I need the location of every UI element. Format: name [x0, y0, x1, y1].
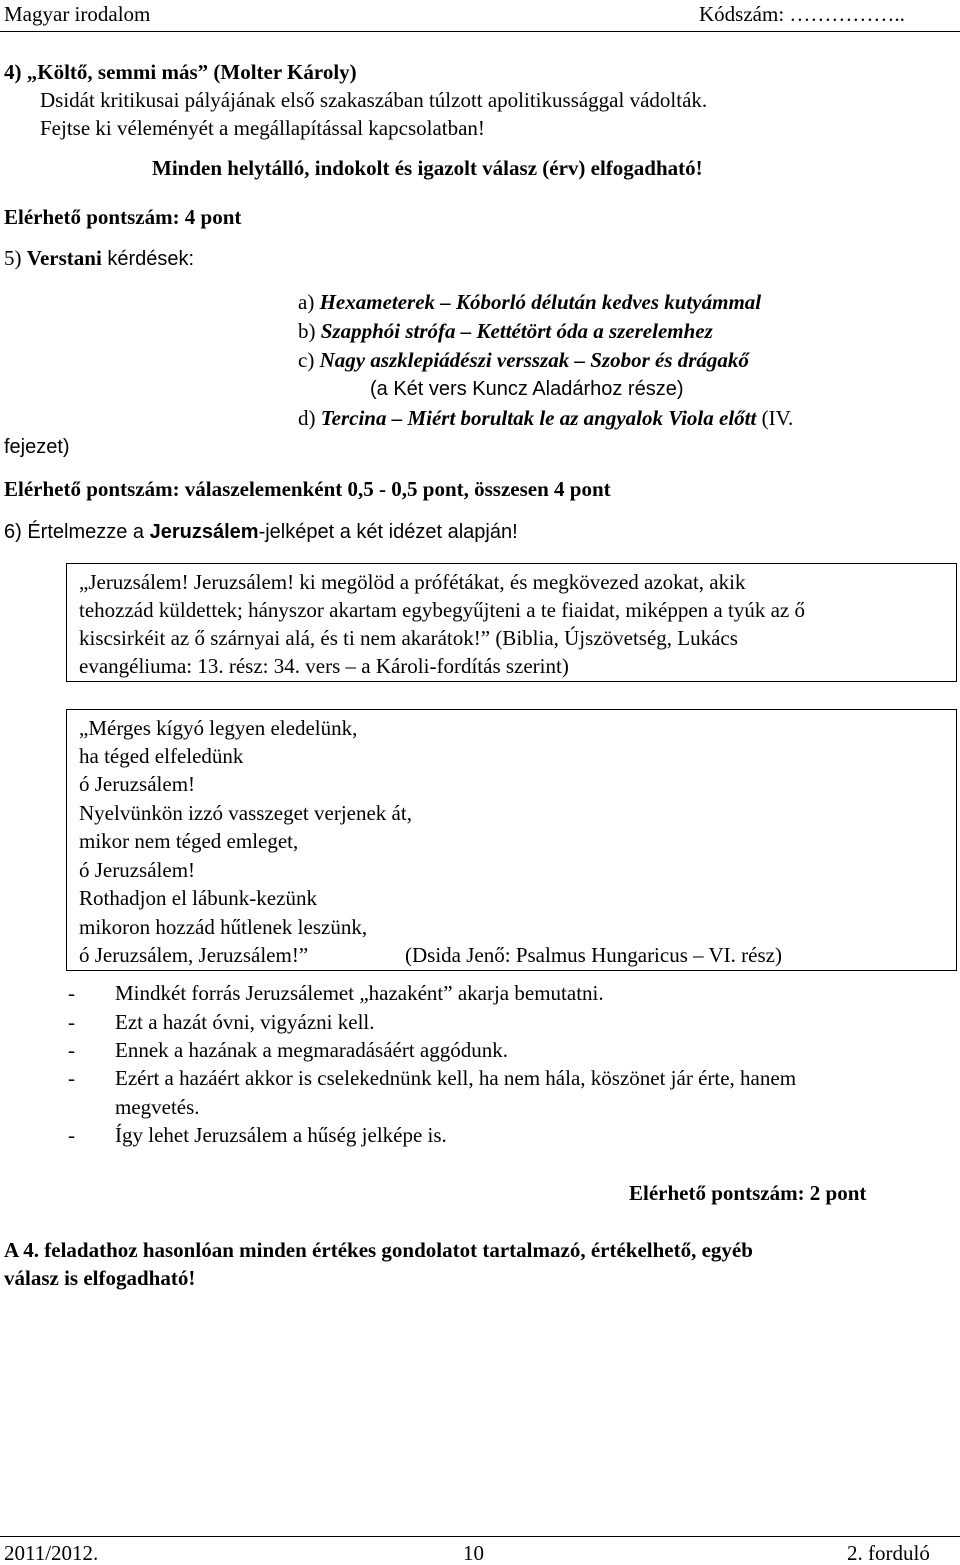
- bullet-text: Ennek a hazának a megmaradásáért aggódunk.: [115, 1038, 508, 1062]
- bullet-text: Ezt a hazát óvni, vigyázni kell.: [115, 1010, 375, 1034]
- q5-item-letter: d): [298, 406, 316, 430]
- q5-item-c: [298, 350, 749, 371]
- bullet-mark: -: [68, 1038, 75, 1062]
- q4-line2: Fejtse ki véleményét a megállapítással kapcsolatban!: [40, 116, 485, 140]
- q4-title: 4) „Költő, semmi más” (Molter Károly): [4, 60, 357, 84]
- quote2-line: Rothadjon el lábunk-kezünk: [79, 886, 317, 910]
- q5-title: [4, 248, 194, 269]
- quote1-line: kiscsirkéit az ő szárnyai alá, és ti nem akarátok!” (Biblia, Újszövetség, Lukács: [79, 626, 738, 650]
- header-subject: Magyar irodalom: [4, 2, 151, 26]
- q5-title-rest: kérdések:: [101, 248, 195, 270]
- quote2-line: ó Jeruzsálem, Jeruzsálem!”: [79, 943, 309, 967]
- final-note-line: válasz is elfogadható!: [4, 1266, 196, 1290]
- q6-prompt-bold: Jeruzsálem: [149, 521, 259, 543]
- quote2-line: mikoron hozzád hűtlenek leszünk,: [79, 915, 368, 939]
- footer-year: 2011/2012.: [4, 1541, 99, 1565]
- bullet-mark: -: [68, 1066, 75, 1090]
- bullet-mark: -: [68, 1010, 75, 1034]
- footer-page-number: 10: [463, 1541, 484, 1565]
- quote-box-psalmus: [66, 709, 957, 971]
- header-rule: [0, 31, 960, 32]
- quote2-line: mikor nem téged emleget,: [79, 829, 299, 853]
- q5-item-text: Nagy aszklepiádészi versszak – Szobor és drágakő: [319, 348, 749, 372]
- q5-item-d: [298, 408, 793, 429]
- quote2-line: ó Jeruzsálem!: [79, 858, 196, 882]
- quote2-line: „Mérges kígyó legyen eledelünk,: [79, 716, 358, 740]
- final-note-line: A 4. feladathoz hasonlóan minden értékes gondolatot tartalmazó, értékelhető, egyéb: [4, 1238, 753, 1262]
- q6-points: Elérhető pontszám: 2 pont: [629, 1181, 867, 1205]
- quote2-line: ha téged elfeledünk: [79, 744, 244, 768]
- header-code: [699, 4, 905, 25]
- q5-item-text: Hexameterek – Kóborló délután kedves kutyámmal: [319, 290, 762, 314]
- q6-prompt-prefix: 6) Értelmezze a: [4, 521, 150, 543]
- q4-points: Elérhető pontszám: 4 pont: [4, 205, 242, 229]
- q5-item-b: [298, 321, 713, 342]
- quote1-line: tehozzád küldettek; hányszor akartam egybegyűjteni a te fiaidat, miképpen a tyúk az ő: [79, 598, 805, 622]
- q5-item-letter: a): [298, 290, 315, 314]
- header-code-label: Kódszám:: [699, 2, 790, 26]
- q5-item-letter: b): [298, 319, 316, 343]
- quote-box-bible: [66, 563, 957, 682]
- q5-item-a: [298, 292, 761, 313]
- q4-line1: Dsidát kritikusai pályájának első szakaszában túlzott apolitikussággal vádolták.: [40, 88, 708, 112]
- quote2-source: (Dsida Jenő: Psalmus Hungaricus – VI. rész): [405, 943, 782, 967]
- bullet-text-cont: megvetés.: [115, 1095, 200, 1119]
- bullet-mark: -: [68, 981, 75, 1005]
- quote1-line: „Jeruzsálem! Jeruzsálem! ki megölöd a prófétákat, és megkövezed azokat, akik: [79, 570, 746, 594]
- q5-wrap-tail: fejezet): [4, 436, 70, 458]
- bullet-mark: -: [68, 1123, 75, 1147]
- quote2-line: ó Jeruzsálem!: [79, 772, 196, 796]
- q5-item-text: Szapphói strófa – Kettétört óda a szerelemhez: [320, 319, 713, 343]
- bullet-text: Ezért a hazáért akkor is cselekednünk kell, ha nem hála, köszönet jár érte, hanem: [115, 1066, 797, 1090]
- q5-title-bold: Verstani: [26, 246, 102, 270]
- footer-round: 2. forduló: [847, 1541, 930, 1565]
- bullet-text: Így lehet Jeruzsálem a hűség jelképe is.: [115, 1123, 447, 1147]
- bullet-text: Mindkét forrás Jeruzsálemet „hazaként” akarja bemutatni.: [115, 981, 604, 1005]
- q5-item-text: Tercina – Miért borultak le az angyalok Viola előtt: [320, 406, 757, 430]
- q5-item-c-note: (a Két vers Kuncz Aladárhoz része): [370, 378, 684, 400]
- footer-rule: [0, 1536, 960, 1537]
- header-code-dots: ……………..: [789, 2, 905, 26]
- quote1-line: evangéliuma: 13. rész: 34. vers – a Károli-fordítás szerint): [79, 654, 569, 678]
- q5-number: 5): [4, 246, 22, 270]
- q5-item-d-tail: (IV.: [756, 406, 794, 430]
- q4-note: Minden helytálló, indokolt és igazolt válasz (érv) elfogadható!: [152, 156, 703, 180]
- quote2-line: Nyelvünkön izzó vasszeget verjenek át,: [79, 801, 412, 825]
- q5-item-letter: c): [298, 348, 315, 372]
- q6-prompt-suffix: -jelképet a két idézet alapján!: [258, 521, 518, 543]
- q6-prompt: [4, 522, 518, 542]
- q5-points: Elérhető pontszám: válaszelemenként 0,5 - 0,5 pont, összesen 4 pont: [4, 477, 611, 501]
